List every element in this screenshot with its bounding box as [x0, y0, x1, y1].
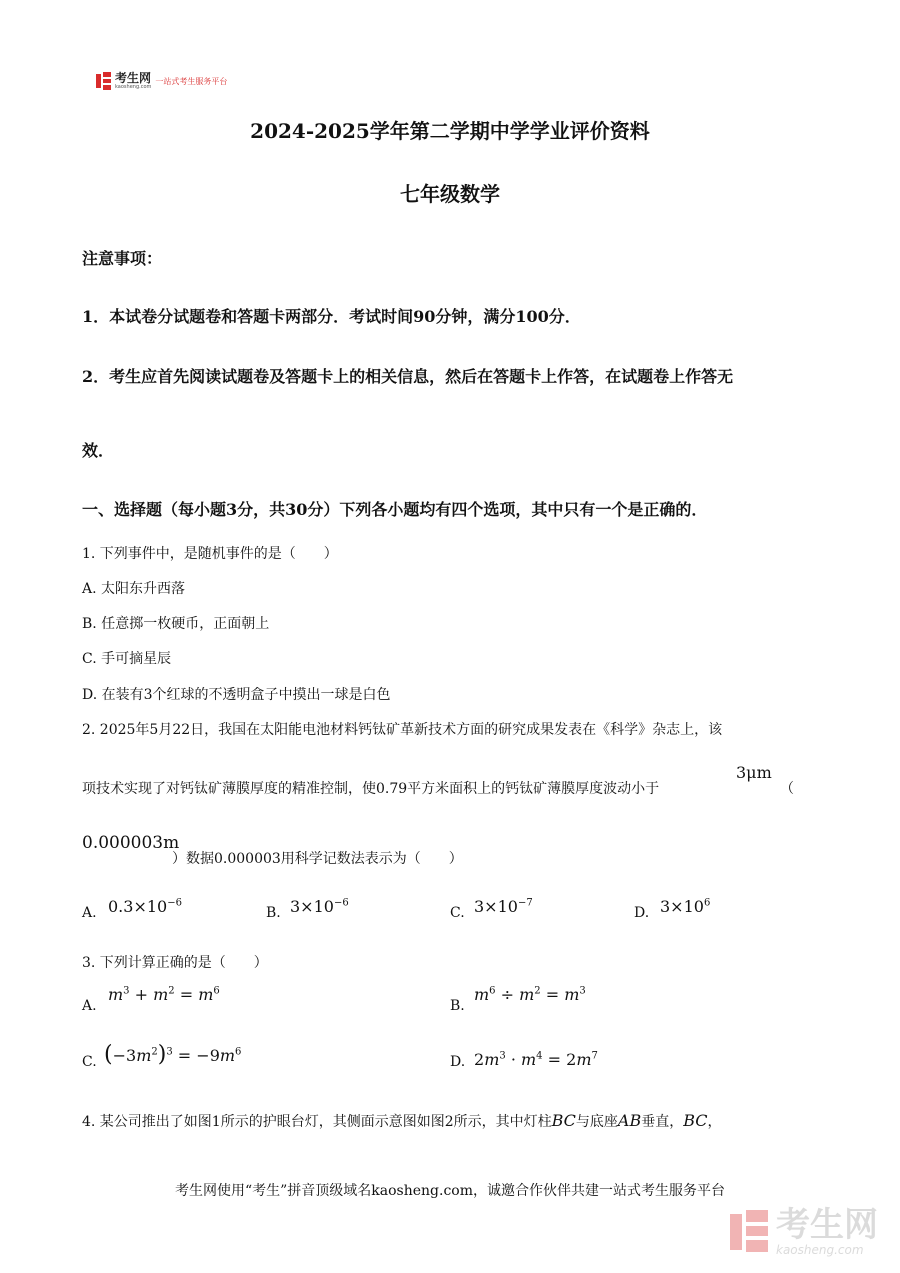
page-subtitle: 七年级数学 — [400, 182, 500, 206]
q2-m-value: 0.000003m — [82, 833, 180, 853]
q3-option-c-label: C. — [82, 1054, 97, 1070]
page-title: 2024-2025学年第二学期中学学业评价资料 — [250, 119, 650, 143]
watermark — [730, 1205, 878, 1257]
q2-option-c: $3\times 10^{-7}$ — [474, 897, 533, 916]
q2-line-1: 2. 2025年5月22日，我国在太阳能电池材料钙钛矿革新技术方面的研究成果发表在《科学》杂志上，该 — [82, 722, 723, 738]
q2-option-b: $3\times 10^{-6}$ — [290, 897, 349, 916]
q2-option-d: $3\times 10^6$ — [660, 897, 711, 916]
notes-item-1: 1．本试卷分试题卷和答题卡两部分．考试时间90分钟，满分100分． — [82, 307, 581, 326]
q2-option-c-label: C. — [450, 905, 465, 921]
logo-domain: kaosheng.com — [115, 84, 152, 90]
q3-option-d: $2m^3 \cdot m^4 = 2m^7$ — [474, 1050, 598, 1069]
q3-option-c: $(-3m^2)^3 = -9m^6$ — [104, 1042, 242, 1067]
q1-option-a: A. 太阳东升西落 — [82, 581, 186, 597]
q2-option-a: $0.3\times 10^{-6}$ — [108, 897, 182, 916]
footer-text: 考生网使用“考生”拼音顶级域名kaosheng.com，诚邀合作伙伴共建一站式考生服务平台 — [174, 1183, 726, 1199]
q2-um-value: 3μm — [736, 763, 772, 782]
q2-line-3: ）数据0.000003用科学记数法表示为（ ） — [172, 851, 463, 867]
q2-option-a-label: A. — [82, 905, 97, 921]
q2-line-2: 项技术实现了对钙钛矿薄膜厚度的精准控制，使0.79平方米面积上的钙钛矿薄膜厚度波动小于 — [82, 781, 660, 797]
watermark-domain: kaosheng.com — [776, 1243, 864, 1257]
q4-stem: 4. 某公司推出了如图1所示的护眼台灯，其侧面示意图如图2所示，其中灯柱BC与底座AB垂直，BC， — [82, 1111, 722, 1130]
q3-option-b: $m^6 \div m^2 = m^3$ — [474, 985, 586, 1004]
logo-name: 考生网 — [115, 71, 152, 85]
q3-option-a-label: A. — [82, 998, 97, 1014]
q2-paren: （ — [780, 781, 794, 797]
q2-option-d-label: D. — [634, 905, 650, 921]
watermark-name: 考生网 — [776, 1205, 878, 1245]
notes-heading: 注意事项： — [82, 249, 163, 268]
notes-item-2-cont: 效． — [82, 441, 115, 460]
q1-stem: 1. 下列事件中，是随机事件的是（ ） — [82, 546, 338, 562]
q3-option-a: $m^3 + m^2 = m^6$ — [108, 985, 220, 1004]
q3-option-d-label: D. — [450, 1054, 466, 1070]
q1-option-d: D. 在装有3个红球的不透明盒子中摸出一球是白色 — [82, 687, 391, 703]
section-heading: 一、选择题（每小题3分，共30分）下列各小题均有四个选项，其中只有一个是正确的． — [82, 500, 708, 519]
q1-option-c: C. 手可摘星辰 — [82, 651, 172, 667]
logo-slogan: 一站式考生服务平台 — [155, 76, 228, 86]
header-logo — [96, 72, 227, 90]
q2-option-b-label: B. — [266, 905, 281, 921]
notes-item-2: 2．考生应首先阅读试题卷及答题卡上的相关信息，然后在答题卡上作答，在试题卷上作答无 — [82, 367, 734, 386]
watermark-logo-icon — [730, 1210, 770, 1254]
q3-stem: 3. 下列计算正确的是（ ） — [82, 955, 268, 971]
logo-icon — [96, 72, 112, 90]
q1-option-b: B. 任意掷一枚硬币，正面朝上 — [82, 616, 270, 632]
q3-option-b-label: B. — [450, 998, 465, 1014]
